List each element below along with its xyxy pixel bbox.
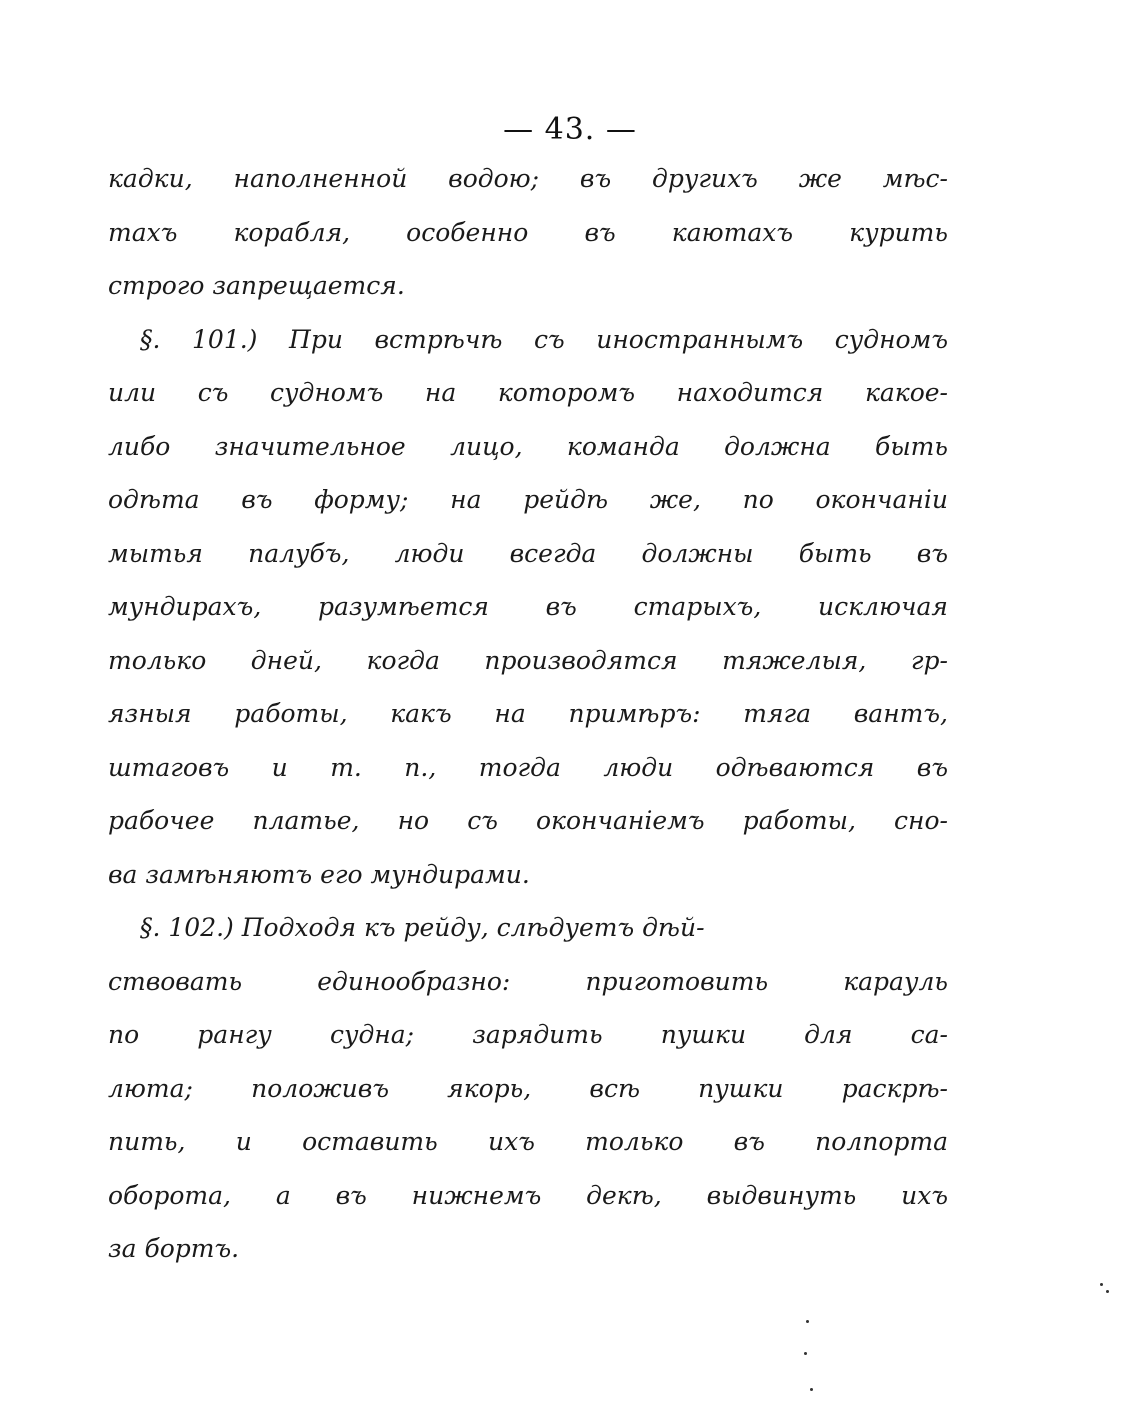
ink-speck [806, 1320, 809, 1323]
ink-speck [804, 1352, 807, 1355]
text-line: одѣта въ форму; на рейдѣ же, по окончаніи [108, 485, 948, 514]
text-line: кадки, наполненной водою; въ другихъ же мѣс- [108, 164, 948, 193]
text-line: по рангу судна; зарядить пушки для са- [108, 1020, 948, 1049]
text-line: строго запрещается. [108, 271, 405, 300]
text-line: мытья палубъ, люди всегда должны быть въ [108, 538, 948, 568]
text-line: пить, и оставить ихъ только въ полпорта [108, 1127, 948, 1156]
text-line: ва замѣняютъ его мундирами. [108, 859, 530, 889]
text-line: оборота, а въ нижнемъ декѣ, выдвинуть ихъ [108, 1180, 948, 1210]
text-line: рабочее платье, но съ окончаніемъ работы, сно- [108, 806, 948, 835]
text-line: мундирахъ, разумѣется въ старыхъ, исключая [108, 592, 948, 621]
ink-speck [1100, 1283, 1103, 1286]
paragraph-101-start: §. 101.) При встрѣчѣ съ иностраннымъ судномъ [140, 324, 948, 354]
text-line: штаговъ и т. п., тогда люди одѣваются въ [108, 752, 948, 782]
text-line: язныя работы, какъ на примѣръ: тяга вантъ, [108, 699, 948, 728]
ink-speck [1106, 1290, 1109, 1293]
handwritten-text-body [108, 152, 948, 1276]
text-line: либо значительное лицо, команда должна быть [108, 431, 948, 461]
text-line: или съ судномъ на которомъ находится какое- [108, 378, 948, 407]
paragraph-102-start: §. 102.) Подходя къ рейду, слѣдуетъ дѣй- [140, 913, 705, 942]
text-line: ствовать единообразно: приготовить карауль [108, 966, 948, 996]
text-line: тахъ корабля, особенно въ каютахъ курить [108, 217, 948, 247]
text-line: за бортъ. [108, 1234, 240, 1263]
text-line: только дней, когда производятся тяжелыя, гр- [108, 645, 948, 675]
text-line: люта; положивъ якорь, всѣ пушки раскрѣ- [108, 1073, 948, 1103]
page-number: — 43. — [503, 112, 637, 147]
ink-speck [810, 1388, 813, 1391]
